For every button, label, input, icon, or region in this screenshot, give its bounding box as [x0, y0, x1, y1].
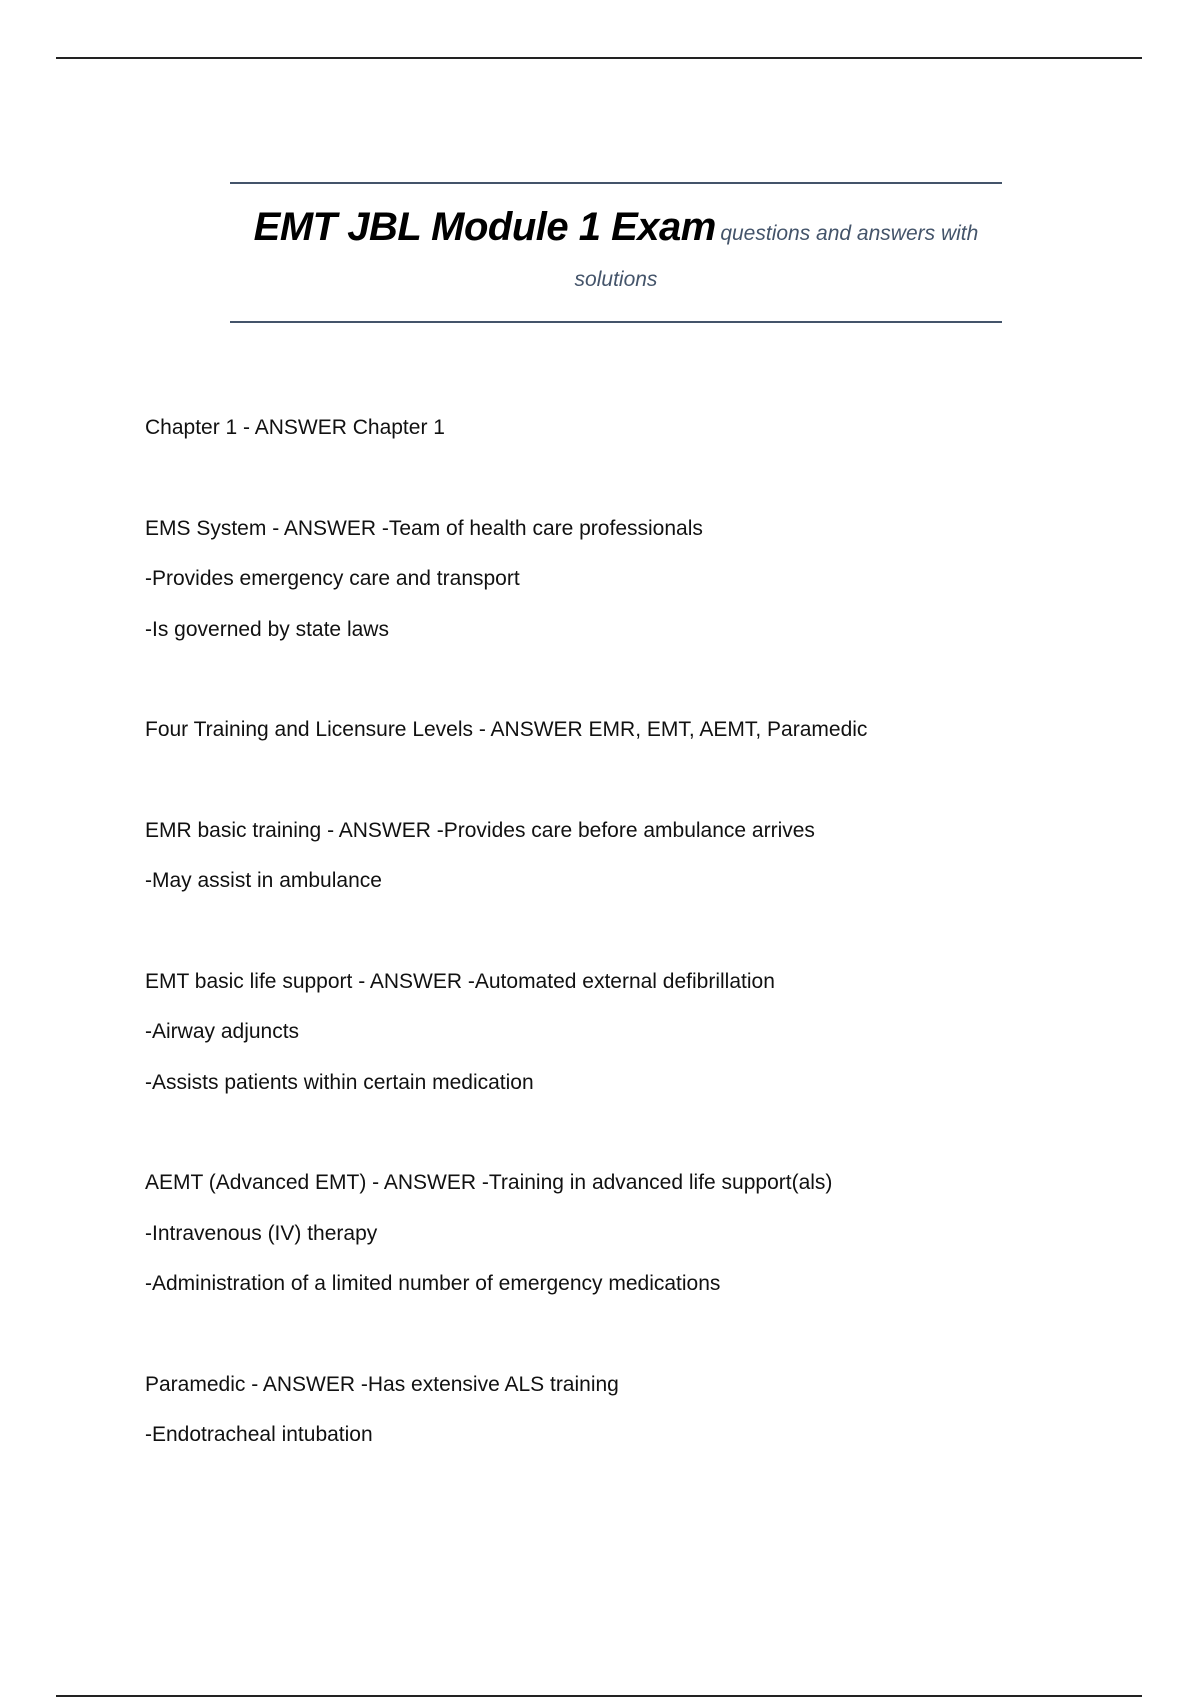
qa-answer-line: -Assists patients within certain medication: [145, 1070, 534, 1094]
qa-question-line: Chapter 1 - ANSWER Chapter 1: [145, 416, 445, 439]
document-title: EMT JBL Module 1 Exam: [253, 205, 716, 249]
qa-question-line: EMR basic training - ANSWER -Provides care before ambulance arrives: [145, 818, 815, 842]
qa-answer-line: -Intravenous (IV) therapy: [145, 1221, 378, 1245]
qa-question-line: EMT basic life support - ANSWER -Automated external defibrillation: [145, 969, 775, 993]
title-top-rule: [230, 182, 1002, 184]
qa-answer-line: -Provides emergency care and transport: [145, 567, 520, 590]
qa-answer-line: -Endotracheal intubation: [145, 1423, 373, 1446]
page-top-rule: [56, 57, 1142, 59]
qa-item: [145, 403, 1095, 454]
qa-item: [145, 1158, 1095, 1310]
qa-question-line: EMS System - ANSWER -Team of health care professionals: [145, 516, 703, 540]
page-bottom-rule: [56, 1695, 1142, 1697]
qa-answer-line: -Administration of a limited number of emergency medications: [145, 1272, 721, 1295]
document-body: [145, 403, 1095, 1511]
qa-question-line: Paramedic - ANSWER -Has extensive ALS training: [145, 1372, 619, 1396]
document-subtitle-continued: solutions: [574, 268, 658, 291]
qa-question-line: Four Training and Licensure Levels - ANSWER EMR, EMT, AEMT, Paramedic: [145, 718, 868, 741]
qa-question-line: AEMT (Advanced EMT) - ANSWER -Training in advanced life support(als): [145, 1171, 833, 1194]
qa-item: [145, 806, 1095, 907]
qa-item: [145, 957, 1095, 1109]
qa-answer-line: -May assist in ambulance: [145, 869, 382, 892]
document-subtitle: questions and answers with: [720, 222, 979, 245]
qa-item: [145, 1360, 1095, 1461]
qa-item: [145, 504, 1095, 656]
qa-answer-line: -Is governed by state laws: [145, 617, 389, 641]
document-title-block: [230, 205, 1002, 302]
title-bottom-rule: [230, 321, 1002, 323]
qa-answer-line: -Airway adjuncts: [145, 1020, 300, 1043]
qa-item: [145, 705, 1095, 756]
